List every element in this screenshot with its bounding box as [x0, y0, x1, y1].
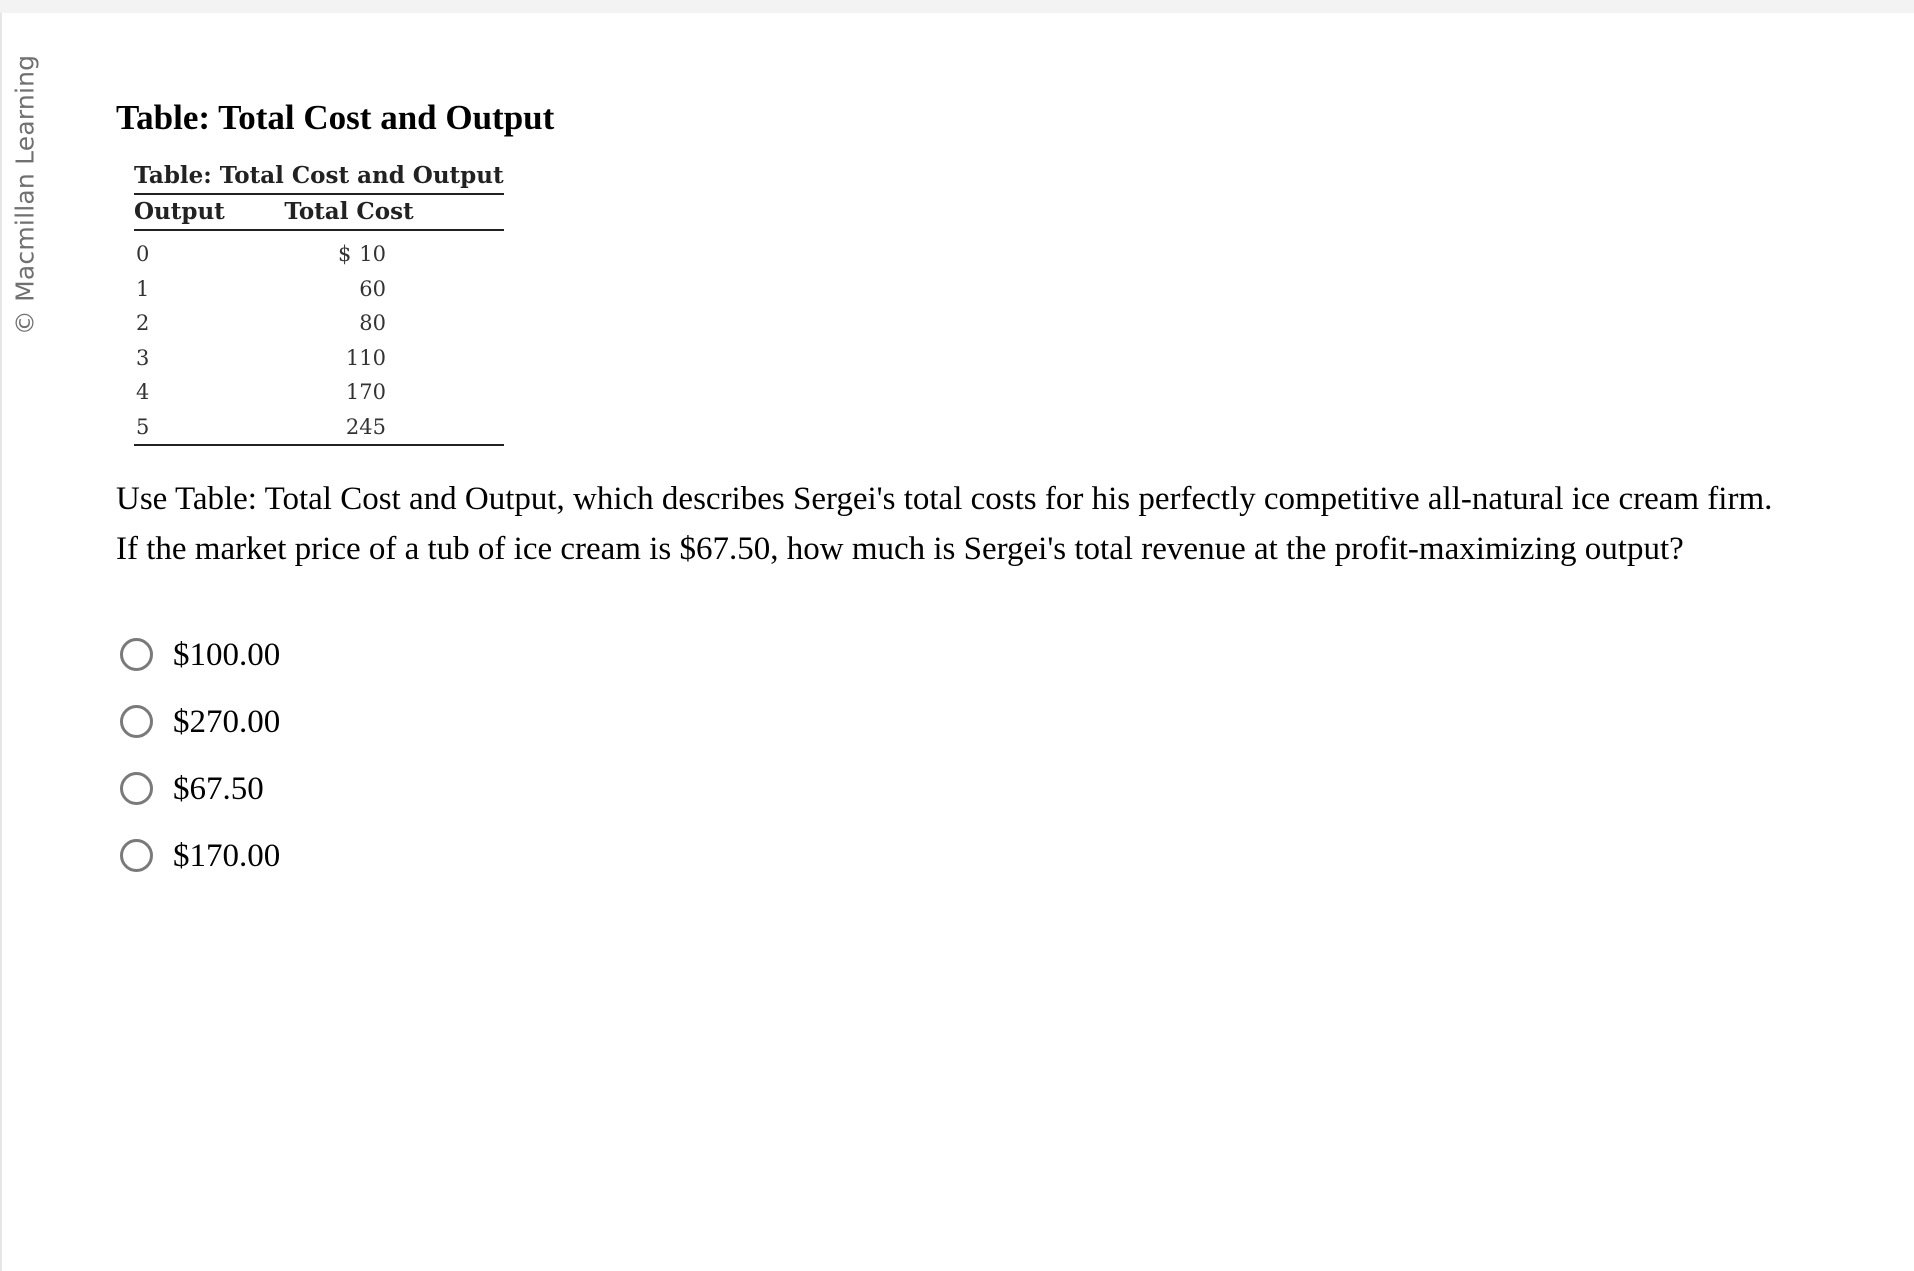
cost-value: 60 — [359, 276, 386, 301]
answer-option-label[interactable]: $170.00 — [173, 837, 281, 874]
table-row — [134, 306, 504, 341]
table-row — [134, 272, 504, 307]
answer-option-label[interactable]: $67.50 — [173, 770, 264, 807]
radio-button[interactable] — [120, 638, 153, 671]
column-header-total-cost: Total Cost — [284, 198, 414, 225]
radio-button[interactable] — [120, 772, 153, 805]
total-cost-cell — [286, 341, 386, 376]
cost-value: 245 — [345, 414, 386, 439]
answer-option-label[interactable]: $270.00 — [173, 703, 281, 740]
answer-option[interactable] — [120, 822, 280, 889]
table-row — [134, 410, 504, 445]
output-cell: 5 — [136, 414, 150, 439]
page-title: Table: Total Cost and Output — [116, 98, 555, 137]
output-cell: 4 — [136, 380, 150, 404]
answer-option[interactable] — [120, 621, 280, 688]
cost-output-table — [134, 160, 504, 446]
answer-options — [120, 621, 280, 889]
currency-symbol: $ — [338, 242, 352, 266]
table-row — [134, 341, 504, 376]
column-header-output: Output — [134, 198, 225, 225]
answer-option[interactable] — [120, 688, 280, 755]
table-row — [134, 237, 504, 272]
left-border — [0, 13, 2, 1271]
answer-option-label[interactable]: $100.00 — [173, 636, 281, 673]
total-cost-cell — [286, 306, 386, 341]
total-cost-cell — [286, 237, 386, 272]
radio-button[interactable] — [120, 705, 153, 738]
total-cost-cell — [286, 375, 386, 410]
answer-option[interactable] — [120, 755, 280, 822]
table-header-row — [134, 195, 504, 231]
table-caption: Table: Total Cost and Output — [134, 160, 504, 195]
cost-value: 80 — [359, 311, 386, 335]
output-cell: 0 — [136, 242, 150, 266]
radio-button[interactable] — [120, 839, 153, 872]
total-cost-cell — [286, 272, 386, 307]
cost-value: 110 — [345, 345, 386, 370]
top-strip — [0, 0, 1914, 13]
output-cell: 3 — [136, 345, 150, 370]
cost-value: 170 — [345, 380, 386, 404]
cost-value: 10 — [359, 242, 386, 266]
table-row — [134, 375, 504, 410]
table-body — [134, 231, 504, 446]
question-text: Use Table: Total Cost and Output, which describes Sergei's total costs for his perfectly competitive all-natural ice cream firm. If the market price of a tub of ice cream is $67.50, how much is Sergei's total revenue at the profit-maximizing output? — [116, 481, 1773, 567]
output-cell: 1 — [136, 276, 150, 301]
total-cost-cell — [286, 410, 386, 445]
output-cell: 2 — [136, 311, 150, 335]
copyright-watermark: © Macmillan Learning — [10, 54, 40, 336]
